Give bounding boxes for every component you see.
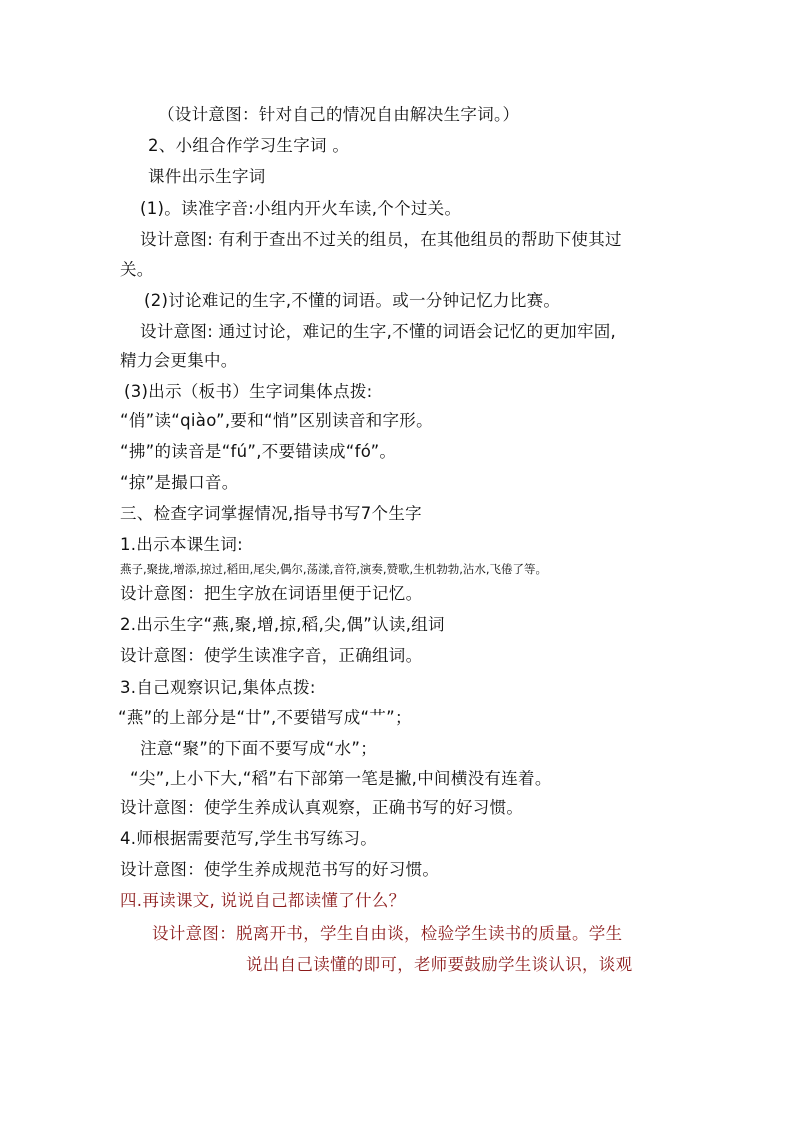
text-line: 设计意图：把生字放在词语里便于记忆。 <box>120 584 423 603</box>
text-line: “尖”,上小下大,“稻”右下部第一笔是撇,中间横没有连着。 <box>130 769 552 788</box>
text-line: “燕”的上部分是“廿”,不要错写成“艹”； <box>118 708 412 727</box>
text-line: 设计意图：使学生读准字音，正确组词。 <box>120 646 423 665</box>
vocabulary-list: 燕子,聚拢,增添,掠过,稻田,尾尖,偶尔,荡漾,音符,演奏,赞歌,生机勃勃,沾水,飞倦了等。 <box>120 562 548 576</box>
text-line: 说出自己读懂的即可，老师要鼓励学生谈认识，谈观 <box>246 955 633 974</box>
text-line: 设计意图：使学生养成认真观察，正确书写的好习惯。 <box>120 798 524 817</box>
text-line: 2.出示生字“燕,聚,增,掠,稻,尖,偶”认读,组词 <box>120 615 445 634</box>
text-line: “掠”是撮口音。 <box>120 473 239 492</box>
text-line: 3.自己观察识记,集体点拨: <box>120 678 316 697</box>
text-line: 设计意图: 有利于查出不过关的组员，在其他组员的帮助下使其过 <box>140 230 622 249</box>
text-line: 4.师根据需要范写,学生书写练习。 <box>120 829 378 848</box>
section-heading: 四.再读课文, 说说自己都读懂了什么？ <box>120 891 406 910</box>
text-line: 2、小组合作学习生字词 。 <box>148 136 350 155</box>
text-line: (2)讨论难记的生字,不懂的词语。或一分钟记忆力比赛。 <box>144 291 561 310</box>
text-line: 注意“聚”的下面不要写成“水”； <box>140 739 377 758</box>
text-line: 课件出示生字词 <box>148 167 266 186</box>
text-line: “俏”读“qiào”,要和“悄”区别读音和字形。 <box>120 411 433 430</box>
text-line: 精力会更集中。 <box>120 351 238 370</box>
text-line: 设计意图: 通过讨论，难记的生字,不懂的词语会记忆的更加牢固, <box>140 322 617 341</box>
text-line: (3)出示（板书）生字词集体点拨: <box>124 382 373 401</box>
text-line: “拂”的读音是“fú”,不要错读成“fó”。 <box>120 442 397 461</box>
text-line: 设计意图：脱离开书，学生自由谈，检验学生读书的质量。学生 <box>152 924 623 943</box>
text-line: 关。 <box>120 260 154 279</box>
text-line: 1.出示本课生词: <box>120 535 244 554</box>
text-line: （设计意图：针对自己的情况自由解决生字词。） <box>158 105 520 124</box>
section-heading: 三、检查字词掌握情况,指导书写7个生字 <box>120 504 422 523</box>
text-line: 设计意图：使学生养成规范书写的好习惯。 <box>120 860 440 879</box>
text-line: (1)。读准字音:小组内开火车读,个个过关。 <box>140 199 462 218</box>
